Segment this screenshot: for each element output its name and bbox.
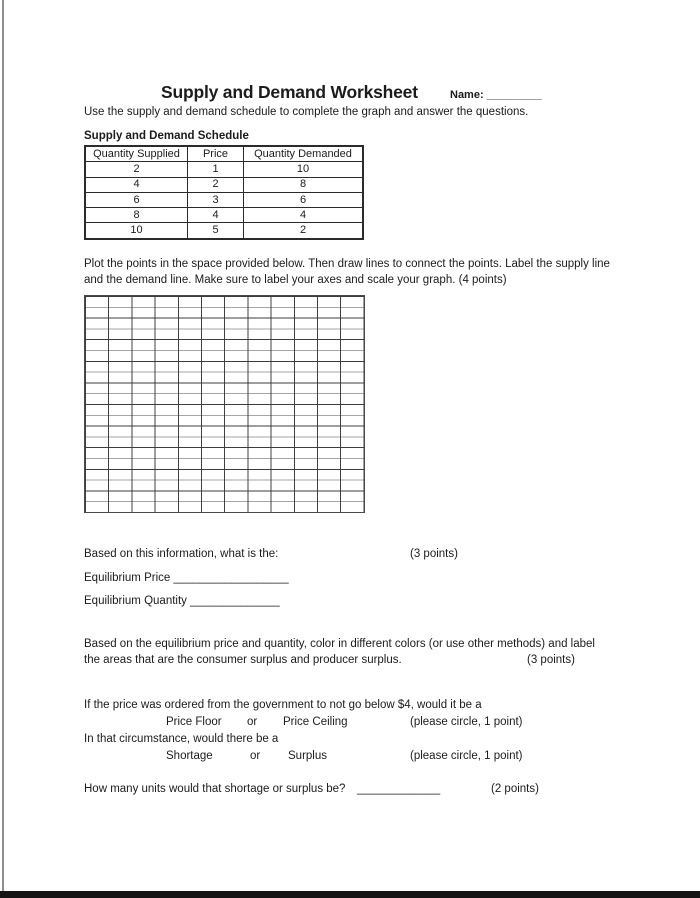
table-cell: 4 (188, 208, 244, 223)
shortage-or-label: or (250, 750, 261, 762)
table-cell: 2 (188, 177, 244, 192)
name-line (450, 89, 542, 101)
supply-demand-table (84, 145, 364, 240)
units-blank[interactable]: _____________ (357, 783, 441, 795)
table-cell: 8 (85, 208, 188, 223)
plot-instructions-line1: Plot the points in the space provided below. Then draw lines to connect the points. Label the supply line (84, 258, 610, 270)
table-cell: 6 (85, 192, 188, 207)
col-header-quantity-demanded: Quantity Demanded (244, 146, 364, 162)
equilibrium-price-label: Equilibrium Price (84, 572, 171, 584)
info-prompt: Based on this information, what is the: (84, 548, 279, 560)
table-header-row (85, 146, 363, 162)
table-row (85, 162, 363, 177)
table-row (85, 223, 363, 239)
intro-text: Use the supply and demand schedule to complete the graph and answer the questions. (84, 106, 529, 118)
schedule-heading: Supply and Demand Schedule (84, 130, 249, 142)
name-label: Name: (450, 89, 484, 101)
surplus-option[interactable]: Surplus (288, 750, 327, 762)
surplus-instructions (84, 636, 595, 668)
name-blank-field[interactable]: _________ (486, 89, 542, 101)
info-points-label: (3 points) (410, 548, 458, 560)
surplus-instructions-line1: Based on the equilibrium price and quantity, color in different colors (or use other methods) and label (84, 638, 595, 650)
shortage-points-label: (please circle, 1 point) (410, 750, 523, 762)
table-cell: 4 (85, 177, 188, 192)
table-cell: 10 (85, 223, 188, 239)
plot-instructions (84, 256, 610, 288)
page-title: Supply and Demand Worksheet (161, 82, 418, 102)
equilibrium-price-line (84, 570, 289, 586)
surplus-instructions-line2: the areas that are the consumer surplus and producer surplus. (84, 654, 402, 666)
table-cell: 3 (188, 192, 244, 207)
shortage-option[interactable]: Shortage (166, 750, 213, 762)
price-ceiling-option[interactable]: Price Ceiling (283, 716, 348, 728)
circumstance-prompt: In that circumstance, would there be a (84, 733, 279, 745)
page-bottom-edge (0, 891, 700, 898)
price-floor-option[interactable]: Price Floor (166, 716, 222, 728)
table-cell: 2 (244, 223, 364, 239)
price-floor-or-label: or (247, 716, 258, 728)
equilibrium-quantity-label: Equilibrium Quantity (84, 595, 187, 607)
surplus-points-label: (3 points) (527, 654, 575, 666)
table-cell: 1 (188, 162, 244, 177)
equilibrium-quantity-blank[interactable]: ______________ (190, 595, 280, 607)
table-cell: 4 (244, 208, 364, 223)
price-floor-points-label: (please circle, 1 point) (410, 716, 523, 728)
table-cell: 5 (188, 223, 244, 239)
units-prompt: How many units would that shortage or surplus be? (84, 783, 346, 795)
equilibrium-price-blank[interactable]: __________________ (173, 572, 289, 584)
page-left-edge (2, 0, 4, 898)
equilibrium-quantity-line (84, 593, 280, 609)
units-points-label: (2 points) (491, 783, 539, 795)
plot-grid[interactable] (84, 295, 365, 513)
table-row (85, 192, 363, 207)
table-cell: 8 (244, 177, 364, 192)
table-row (85, 208, 363, 223)
price-floor-prompt: If the price was ordered from the government to not go below $4, would it be a (84, 699, 482, 711)
table-cell: 10 (244, 162, 364, 177)
table-cell: 2 (85, 162, 188, 177)
plot-instructions-line2: and the demand line. Make sure to label your axes and scale your graph. (4 points) (84, 274, 507, 286)
col-header-price: Price (188, 146, 244, 162)
table-cell: 6 (244, 192, 364, 207)
col-header-quantity-supplied: Quantity Supplied (85, 146, 188, 162)
table-row (85, 177, 363, 192)
